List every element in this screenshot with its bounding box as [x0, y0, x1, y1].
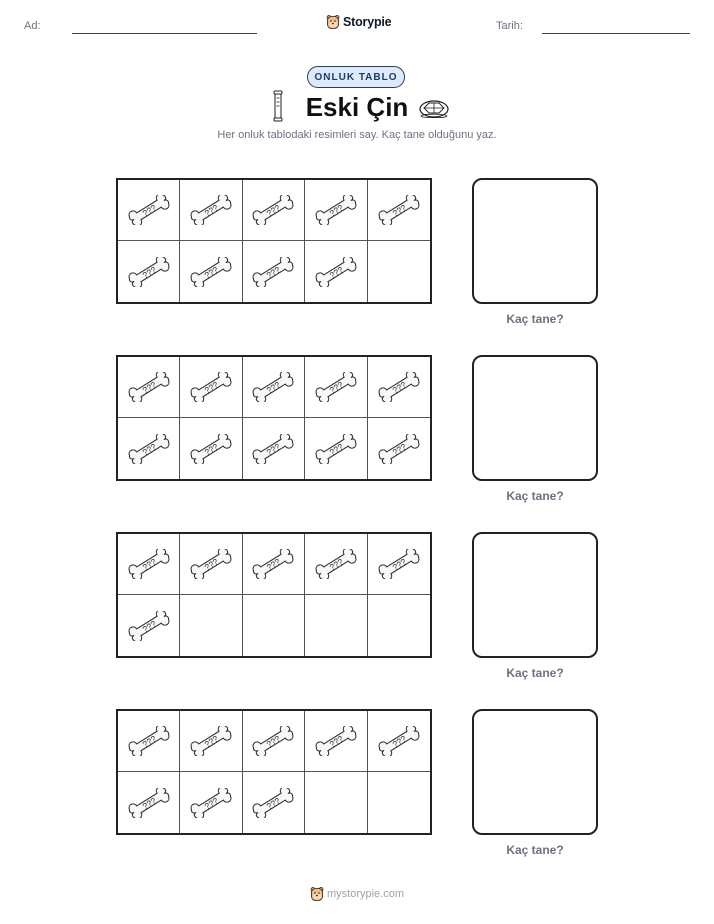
svg-text:???: ???: [140, 556, 158, 573]
frame-cell: [243, 534, 305, 595]
svg-text:???: ???: [265, 379, 283, 396]
svg-text:???: ???: [140, 202, 158, 219]
worksheet-type-badge: ONLUK TABLO: [307, 66, 405, 88]
frame-cell: [243, 357, 305, 418]
page-title: Eski Çin: [305, 92, 409, 122]
svg-text:???: ???: [327, 440, 345, 457]
bone-icon: [377, 434, 421, 464]
footer-url: mystorypie.com: [327, 888, 405, 900]
bone-icon: [251, 434, 295, 464]
instructions: Her onluk tablodaki resimleri say. Kaç tane olduğunu yaz.: [217, 129, 497, 141]
bone-icon: [127, 195, 171, 225]
bone-icon: [314, 549, 358, 579]
bone-icon: [251, 257, 295, 287]
bone-icon: [314, 195, 358, 225]
bone-icon: [127, 611, 171, 641]
bone-icon: [377, 549, 421, 579]
bone-icon: [314, 434, 358, 464]
frame-cell: [118, 357, 180, 418]
ten-frame-3: [116, 532, 432, 658]
svg-text:???: ???: [202, 379, 221, 396]
bone-icon: [127, 726, 171, 756]
bear-logo-icon: [310, 886, 324, 902]
svg-text:???: ???: [140, 379, 158, 396]
svg-text:???: ???: [202, 440, 221, 457]
frame-cell: [118, 595, 180, 656]
bone-icon: [127, 788, 171, 818]
svg-text:???: ???: [327, 733, 345, 750]
answer-label-3: Kaç tane?: [506, 666, 564, 680]
frame-cell: [368, 241, 430, 302]
bone-icon: [189, 372, 233, 402]
bone-icon: [251, 726, 295, 756]
frame-cell: [118, 241, 180, 302]
frame-cell: [118, 772, 180, 833]
svg-text:???: ???: [327, 379, 345, 396]
bone-icon: [189, 726, 233, 756]
svg-text:???: ???: [265, 440, 283, 457]
answer-box-4[interactable]: [472, 709, 598, 835]
bone-icon: [314, 726, 358, 756]
svg-text:???: ???: [202, 556, 221, 573]
bone-icon: [251, 195, 295, 225]
svg-text:???: ???: [327, 556, 345, 573]
frame-cell: [368, 418, 430, 479]
bone-icon: [314, 372, 358, 402]
frame-cell: [180, 180, 242, 241]
answer-box-1[interactable]: [472, 178, 598, 304]
frame-cell: [118, 180, 180, 241]
frame-cell: [180, 357, 242, 418]
bone-icon: [189, 257, 233, 287]
svg-text:???: ???: [390, 556, 408, 573]
bone-icon: [127, 372, 171, 402]
frame-cell: [368, 711, 430, 772]
frame-cell: [118, 534, 180, 595]
frame-cell: [368, 180, 430, 241]
bone-icon: [189, 195, 233, 225]
frame-cell: [243, 711, 305, 772]
bone-icon: [251, 788, 295, 818]
bone-icon: [377, 195, 421, 225]
svg-text:???: ???: [140, 440, 158, 457]
frame-cell: [305, 534, 367, 595]
ten-frame-2: [116, 355, 432, 481]
frame-cell: [305, 595, 367, 656]
answer-box-3[interactable]: [472, 532, 598, 658]
frame-cell: [180, 241, 242, 302]
svg-text:???: ???: [390, 202, 408, 219]
svg-text:???: ???: [140, 794, 158, 811]
frame-cell: [305, 711, 367, 772]
svg-text:???: ???: [265, 733, 283, 750]
svg-text:???: ???: [327, 202, 345, 219]
frame-cell: [368, 772, 430, 833]
frame-cell: [305, 418, 367, 479]
svg-text:???: ???: [265, 202, 283, 219]
frame-cell: [305, 357, 367, 418]
frame-cell: [368, 595, 430, 656]
svg-text:???: ???: [265, 263, 283, 280]
frame-cell: [118, 711, 180, 772]
frame-cell: [305, 180, 367, 241]
svg-text:???: ???: [140, 263, 158, 280]
svg-text:???: ???: [327, 263, 345, 280]
turtle-shell-icon: [418, 96, 450, 118]
bone-icon: [251, 549, 295, 579]
ten-frame-4: [116, 709, 432, 835]
bear-logo-icon: [326, 14, 340, 30]
frame-cell: [243, 772, 305, 833]
bone-icon: [251, 372, 295, 402]
frame-cell: [368, 357, 430, 418]
frame-cell: [180, 534, 242, 595]
frame-cell: [180, 418, 242, 479]
date-label: Tarih:: [496, 20, 523, 32]
bone-icon: [127, 549, 171, 579]
answer-label-4: Kaç tane?: [506, 843, 564, 857]
bone-icon: [189, 549, 233, 579]
frame-cell: [243, 595, 305, 656]
svg-text:???: ???: [390, 379, 408, 396]
frame-cell: [243, 418, 305, 479]
svg-text:???: ???: [202, 202, 221, 219]
svg-text:???: ???: [202, 263, 221, 280]
frame-cell: [305, 241, 367, 302]
svg-text:???: ???: [390, 733, 408, 750]
bone-icon: [377, 372, 421, 402]
bone-icon: [189, 434, 233, 464]
bone-icon: [127, 257, 171, 287]
svg-text:???: ???: [202, 794, 221, 811]
answer-label-2: Kaç tane?: [506, 489, 564, 503]
brand-name: Storypie: [343, 15, 392, 29]
bone-icon: [189, 788, 233, 818]
svg-text:???: ???: [265, 794, 283, 811]
name-line[interactable]: [72, 33, 257, 34]
bone-icon: [127, 434, 171, 464]
svg-text:???: ???: [390, 440, 408, 457]
frame-cell: [180, 772, 242, 833]
ten-frame-1: [116, 178, 432, 304]
frame-cell: [368, 534, 430, 595]
answer-box-2[interactable]: [472, 355, 598, 481]
svg-text:???: ???: [202, 733, 221, 750]
svg-text:???: ???: [140, 617, 158, 634]
bone-icon: [377, 726, 421, 756]
svg-text:???: ???: [140, 733, 158, 750]
footer: [310, 886, 404, 902]
bone-icon: [314, 257, 358, 287]
frame-cell: [243, 180, 305, 241]
answer-label-1: Kaç tane?: [506, 312, 564, 326]
frame-cell: [180, 711, 242, 772]
date-line[interactable]: [542, 33, 690, 34]
svg-text:???: ???: [265, 556, 283, 573]
brand-logo: [326, 14, 391, 30]
frame-cell: [305, 772, 367, 833]
frame-cell: [180, 595, 242, 656]
frame-cell: [243, 241, 305, 302]
name-label: Ad:: [24, 20, 41, 32]
frame-cell: [118, 418, 180, 479]
